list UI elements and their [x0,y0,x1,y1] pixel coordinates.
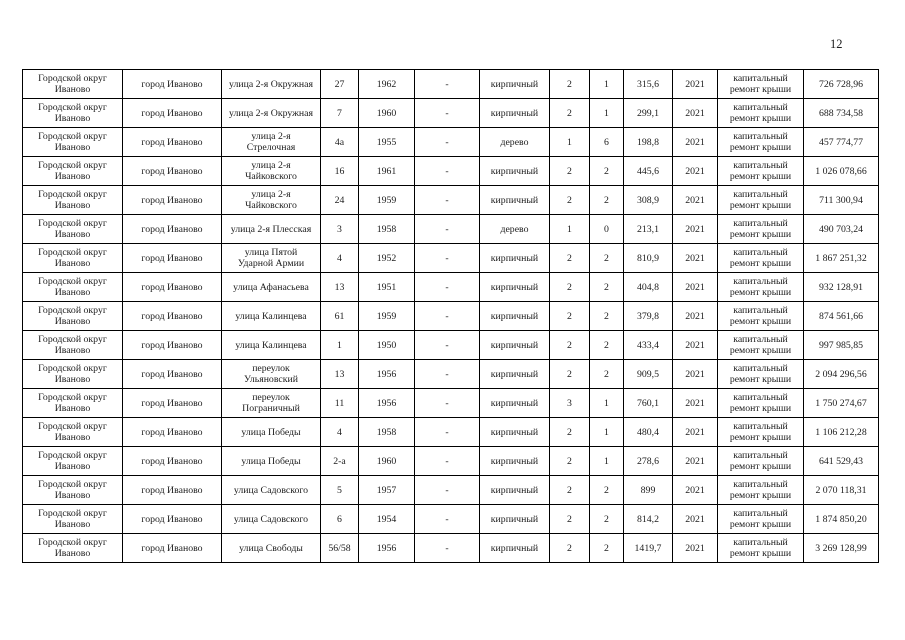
cell-house-number: 2-а [321,447,359,476]
cell-work-type: капитальный ремонт крыши [718,99,804,128]
cell-cost: 711 300,94 [804,186,879,215]
cell-district: Городской округ Иваново [23,186,123,215]
cell-street: улица Свободы [222,534,321,563]
cell-repair-year: 2021 [673,418,718,447]
cell-cost: 3 269 128,99 [804,534,879,563]
cell-dash: - [415,302,480,331]
cell-street: улица Пятой Ударной Армии [222,244,321,273]
cell-district: Городской округ Иваново [23,273,123,302]
cell-repair-year: 2021 [673,128,718,157]
cell-work-type: капитальный ремонт крыши [718,418,804,447]
cell-cost: 1 867 251,32 [804,244,879,273]
cell-floors: 2 [550,447,590,476]
cell-district: Городской округ Иваново [23,215,123,244]
table-row [23,331,879,360]
cell-area: 404,8 [624,273,673,302]
cell-city: город Иваново [123,418,222,447]
cell-wall-material: кирпичный [480,447,550,476]
cell-entrances: 2 [590,157,624,186]
cell-cost: 726 728,96 [804,70,879,99]
table-row [23,128,879,157]
cell-street: улица Садовского [222,476,321,505]
table-row [23,186,879,215]
table-body [23,70,879,563]
cell-city: город Иваново [123,99,222,128]
cell-repair-year: 2021 [673,244,718,273]
cell-floors: 1 [550,215,590,244]
cell-city: город Иваново [123,70,222,99]
cell-year-built: 1959 [359,302,415,331]
cell-street: улица Победы [222,447,321,476]
cell-entrances: 2 [590,360,624,389]
cell-year-built: 1951 [359,273,415,302]
cell-city: город Иваново [123,186,222,215]
cell-entrances: 2 [590,273,624,302]
cell-year-built: 1952 [359,244,415,273]
cell-cost: 2 070 118,31 [804,476,879,505]
cell-entrances: 6 [590,128,624,157]
table-row [23,476,879,505]
cell-floors: 3 [550,389,590,418]
cell-year-built: 1954 [359,505,415,534]
cell-work-type: капитальный ремонт крыши [718,360,804,389]
cell-entrances: 2 [590,534,624,563]
cell-city: город Иваново [123,476,222,505]
table-row [23,215,879,244]
cell-cost: 641 529,43 [804,447,879,476]
cell-dash: - [415,273,480,302]
cell-area: 379,8 [624,302,673,331]
cell-wall-material: кирпичный [480,505,550,534]
cell-area: 198,8 [624,128,673,157]
cell-dash: - [415,186,480,215]
cell-year-built: 1956 [359,360,415,389]
cell-work-type: капитальный ремонт крыши [718,505,804,534]
cell-city: город Иваново [123,331,222,360]
cell-wall-material: кирпичный [480,302,550,331]
cell-entrances: 1 [590,447,624,476]
cell-area: 433,4 [624,331,673,360]
cell-district: Городской округ Иваново [23,360,123,389]
cell-work-type: капитальный ремонт крыши [718,331,804,360]
cell-repair-year: 2021 [673,215,718,244]
cell-cost: 457 774,77 [804,128,879,157]
cell-floors: 2 [550,534,590,563]
cell-dash: - [415,70,480,99]
cell-street: улица Калинцева [222,331,321,360]
cell-dash: - [415,389,480,418]
cell-entrances: 2 [590,302,624,331]
cell-wall-material: кирпичный [480,186,550,215]
cell-wall-material: кирпичный [480,244,550,273]
cell-street: улица 2-я Чайковского [222,186,321,215]
cell-floors: 2 [550,244,590,273]
cell-city: город Иваново [123,505,222,534]
cell-entrances: 1 [590,418,624,447]
cell-district: Городской округ Иваново [23,70,123,99]
cell-area: 810,9 [624,244,673,273]
table-row [23,389,879,418]
cell-district: Городской округ Иваново [23,331,123,360]
cell-wall-material: кирпичный [480,360,550,389]
cell-house-number: 4 [321,244,359,273]
cell-dash: - [415,476,480,505]
cell-area: 1419,7 [624,534,673,563]
cell-city: город Иваново [123,534,222,563]
cell-city: город Иваново [123,244,222,273]
table-row [23,534,879,563]
cell-city: город Иваново [123,389,222,418]
cell-entrances: 1 [590,99,624,128]
cell-street: улица Садовского [222,505,321,534]
table-row [23,447,879,476]
cell-cost: 874 561,66 [804,302,879,331]
cell-wall-material: дерево [480,215,550,244]
cell-area: 213,1 [624,215,673,244]
table-row [23,157,879,186]
cell-district: Городской округ Иваново [23,534,123,563]
cell-year-built: 1959 [359,186,415,215]
cell-area: 899 [624,476,673,505]
cell-repair-year: 2021 [673,302,718,331]
cell-house-number: 4 [321,418,359,447]
cell-work-type: капитальный ремонт крыши [718,273,804,302]
cell-cost: 490 703,24 [804,215,879,244]
cell-repair-year: 2021 [673,476,718,505]
cell-wall-material: кирпичный [480,389,550,418]
cell-year-built: 1958 [359,215,415,244]
cell-house-number: 6 [321,505,359,534]
cell-work-type: капитальный ремонт крыши [718,186,804,215]
cell-work-type: капитальный ремонт крыши [718,244,804,273]
cell-street: улица 2-я Чайковского [222,157,321,186]
cell-dash: - [415,128,480,157]
cell-cost: 1 026 078,66 [804,157,879,186]
cell-city: город Иваново [123,360,222,389]
cell-floors: 2 [550,476,590,505]
cell-floors: 2 [550,157,590,186]
cell-house-number: 1 [321,331,359,360]
cell-repair-year: 2021 [673,99,718,128]
table-row [23,505,879,534]
cell-wall-material: дерево [480,128,550,157]
cell-city: город Иваново [123,447,222,476]
cell-year-built: 1957 [359,476,415,505]
cell-entrances: 0 [590,215,624,244]
table-row [23,70,879,99]
cell-wall-material: кирпичный [480,418,550,447]
cell-repair-year: 2021 [673,360,718,389]
cell-area: 909,5 [624,360,673,389]
cell-district: Городской округ Иваново [23,99,123,128]
cell-repair-year: 2021 [673,534,718,563]
cell-dash: - [415,418,480,447]
cell-district: Городской округ Иваново [23,302,123,331]
cell-wall-material: кирпичный [480,273,550,302]
cell-year-built: 1958 [359,418,415,447]
cell-work-type: капитальный ремонт крыши [718,534,804,563]
cell-street: улица Победы [222,418,321,447]
cell-area: 814,2 [624,505,673,534]
cell-area: 445,6 [624,157,673,186]
cell-wall-material: кирпичный [480,476,550,505]
cell-house-number: 7 [321,99,359,128]
cell-year-built: 1962 [359,70,415,99]
cell-district: Городской округ Иваново [23,505,123,534]
cell-year-built: 1955 [359,128,415,157]
cell-district: Городской округ Иваново [23,157,123,186]
cell-work-type: капитальный ремонт крыши [718,389,804,418]
cell-cost: 688 734,58 [804,99,879,128]
cell-repair-year: 2021 [673,186,718,215]
cell-street: улица 2-я Окружная [222,99,321,128]
cell-dash: - [415,360,480,389]
cell-dash: - [415,447,480,476]
cell-cost: 1 750 274,67 [804,389,879,418]
cell-city: город Иваново [123,302,222,331]
cell-wall-material: кирпичный [480,534,550,563]
cell-work-type: капитальный ремонт крыши [718,447,804,476]
cell-house-number: 13 [321,360,359,389]
cell-dash: - [415,99,480,128]
cell-floors: 2 [550,360,590,389]
cell-work-type: капитальный ремонт крыши [718,70,804,99]
cell-house-number: 4а [321,128,359,157]
cell-dash: - [415,534,480,563]
cell-floors: 2 [550,302,590,331]
cell-cost: 997 985,85 [804,331,879,360]
cell-repair-year: 2021 [673,331,718,360]
cell-year-built: 1956 [359,389,415,418]
cell-area: 299,1 [624,99,673,128]
cell-wall-material: кирпичный [480,70,550,99]
table-row [23,418,879,447]
roof-repair-table [22,69,879,563]
cell-district: Городской округ Иваново [23,418,123,447]
cell-wall-material: кирпичный [480,99,550,128]
cell-entrances: 2 [590,505,624,534]
cell-area: 315,6 [624,70,673,99]
cell-floors: 2 [550,186,590,215]
cell-floors: 2 [550,505,590,534]
cell-floors: 2 [550,273,590,302]
cell-city: город Иваново [123,157,222,186]
cell-district: Городской округ Иваново [23,447,123,476]
cell-house-number: 27 [321,70,359,99]
cell-repair-year: 2021 [673,273,718,302]
cell-cost: 932 128,91 [804,273,879,302]
cell-cost: 2 094 296,56 [804,360,879,389]
cell-street: улица 2-я Плесская [222,215,321,244]
cell-wall-material: кирпичный [480,157,550,186]
cell-street: переулок Ульяновский [222,360,321,389]
cell-area: 480,4 [624,418,673,447]
cell-house-number: 16 [321,157,359,186]
cell-street: переулок Пограничный [222,389,321,418]
cell-entrances: 2 [590,244,624,273]
cell-entrances: 2 [590,476,624,505]
cell-floors: 2 [550,418,590,447]
cell-entrances: 1 [590,389,624,418]
cell-house-number: 24 [321,186,359,215]
cell-dash: - [415,157,480,186]
cell-wall-material: кирпичный [480,331,550,360]
cell-repair-year: 2021 [673,447,718,476]
cell-house-number: 56/58 [321,534,359,563]
cell-house-number: 3 [321,215,359,244]
cell-dash: - [415,215,480,244]
cell-work-type: капитальный ремонт крыши [718,157,804,186]
table-row [23,273,879,302]
cell-work-type: капитальный ремонт крыши [718,128,804,157]
cell-district: Городской округ Иваново [23,389,123,418]
page-number: 12 [830,37,843,51]
cell-year-built: 1960 [359,99,415,128]
cell-repair-year: 2021 [673,389,718,418]
cell-house-number: 5 [321,476,359,505]
cell-dash: - [415,505,480,534]
cell-entrances: 2 [590,331,624,360]
cell-year-built: 1956 [359,534,415,563]
cell-repair-year: 2021 [673,505,718,534]
table-row [23,302,879,331]
cell-area: 278,6 [624,447,673,476]
table-row [23,360,879,389]
cell-city: город Иваново [123,273,222,302]
cell-year-built: 1961 [359,157,415,186]
cell-cost: 1 874 850,20 [804,505,879,534]
cell-repair-year: 2021 [673,157,718,186]
cell-floors: 1 [550,128,590,157]
cell-house-number: 61 [321,302,359,331]
cell-year-built: 1960 [359,447,415,476]
cell-district: Городской округ Иваново [23,244,123,273]
cell-repair-year: 2021 [673,70,718,99]
cell-entrances: 2 [590,186,624,215]
cell-city: город Иваново [123,128,222,157]
table-row [23,99,879,128]
cell-city: город Иваново [123,215,222,244]
cell-floors: 2 [550,331,590,360]
cell-year-built: 1950 [359,331,415,360]
cell-cost: 1 106 212,28 [804,418,879,447]
cell-entrances: 1 [590,70,624,99]
cell-street: улица Калинцева [222,302,321,331]
cell-floors: 2 [550,99,590,128]
cell-house-number: 13 [321,273,359,302]
cell-work-type: капитальный ремонт крыши [718,476,804,505]
table-row [23,244,879,273]
cell-area: 308,9 [624,186,673,215]
cell-floors: 2 [550,70,590,99]
cell-street: улица Афанасьева [222,273,321,302]
cell-dash: - [415,331,480,360]
cell-street: улица 2-я Окружная [222,70,321,99]
cell-work-type: капитальный ремонт крыши [718,302,804,331]
cell-district: Городской округ Иваново [23,128,123,157]
cell-house-number: 11 [321,389,359,418]
cell-work-type: капитальный ремонт крыши [718,215,804,244]
cell-dash: - [415,244,480,273]
cell-street: улица 2-я Стрелочная [222,128,321,157]
cell-area: 760,1 [624,389,673,418]
cell-district: Городской округ Иваново [23,476,123,505]
